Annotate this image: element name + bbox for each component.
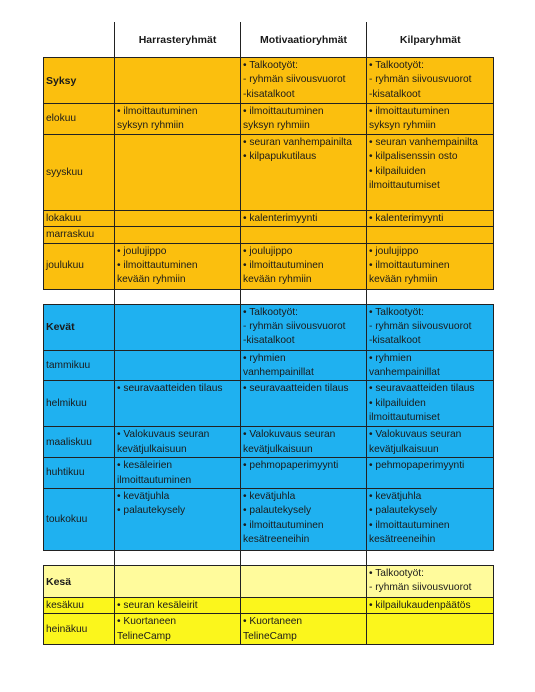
- activity-text: • kilpailuiden: [369, 165, 426, 177]
- activity-item: [369, 73, 491, 87]
- activity-text: • seuran vanhempainilta: [243, 136, 352, 148]
- month-label: maaliskuu: [44, 427, 115, 458]
- header-row: [44, 22, 494, 58]
- activity-text: • seuravaatteiden tilaus: [369, 383, 475, 395]
- activity-cell: [241, 58, 367, 104]
- activity-text: kevätjulkaisuun: [243, 443, 313, 455]
- activity-text: kevään ryhmiin: [243, 274, 312, 286]
- spacer-cell: [241, 289, 367, 304]
- activity-text: • kevätjuhla: [117, 491, 170, 503]
- activity-cell: [241, 210, 367, 226]
- activity-cell: [241, 227, 367, 243]
- spacer-row: [44, 289, 494, 304]
- activity-item: [369, 599, 491, 613]
- activity-text: • ilmoittautuminen: [117, 260, 198, 272]
- spacer-cell: [44, 551, 115, 566]
- activity-item: [243, 245, 364, 259]
- activity-item: [369, 150, 491, 164]
- month-row: [44, 243, 494, 289]
- activity-text: • Kuortaneen: [243, 616, 303, 628]
- activity-item: [369, 581, 491, 595]
- activity-text: kevään ryhmiin: [369, 274, 438, 286]
- activity-item: [369, 59, 491, 73]
- activity-cell: [115, 210, 241, 226]
- activity-cell: [115, 427, 241, 458]
- activity-text: • Talkootyöt:: [369, 568, 424, 580]
- month-row: [44, 489, 494, 551]
- spacer-cell: [44, 289, 115, 304]
- activity-text: • seuravaatteiden tilaus: [117, 383, 223, 395]
- spacer-cell: [115, 551, 241, 566]
- activity-item: [243, 259, 364, 288]
- activity-text: • kevätjuhla: [369, 491, 422, 503]
- activity-item: [243, 306, 364, 320]
- month-row: [44, 598, 494, 614]
- activity-cell: [115, 243, 241, 289]
- month-label: elokuu: [44, 104, 115, 135]
- activity-text: kevätjulkaisuun: [117, 443, 187, 455]
- activity-cell: [115, 614, 241, 645]
- activity-text: - ryhmän siivousvuorot: [243, 74, 346, 86]
- activity-text: -kisatalkoot: [243, 335, 295, 347]
- activity-cell: [241, 350, 367, 381]
- activity-cell: [241, 304, 367, 350]
- activity-item: [369, 382, 491, 396]
- activity-item: [369, 320, 491, 334]
- activity-cell: [115, 598, 241, 614]
- month-label: huhtikuu: [44, 458, 115, 489]
- activity-item: [117, 105, 238, 134]
- activity-text: • kilpapukutilaus: [243, 151, 317, 163]
- activity-item: [243, 59, 364, 73]
- activity-text: kevään ryhmiin: [117, 274, 186, 286]
- activity-item: [243, 428, 364, 457]
- activity-cell: [367, 566, 494, 598]
- season-label: Kesä: [44, 566, 115, 598]
- activity-text: • Kuortaneen: [117, 616, 177, 628]
- activity-text: syksyn ryhmiin: [369, 120, 436, 132]
- activity-item: [369, 459, 491, 473]
- month-row: [44, 566, 494, 598]
- activity-text: kevätjulkaisuun: [369, 443, 439, 455]
- activity-text: • Valokuvaus seuran: [117, 429, 210, 441]
- activity-text: • pehmopaperimyynti: [243, 460, 339, 472]
- activity-item: [369, 212, 491, 226]
- activity-cell: [241, 243, 367, 289]
- activity-cell: [367, 614, 494, 645]
- month-label: joulukuu: [44, 243, 115, 289]
- activity-text: • joulujippo: [369, 245, 419, 257]
- activity-item: [243, 615, 364, 644]
- activity-cell: [241, 598, 367, 614]
- month-row: [44, 210, 494, 226]
- activity-text: • Talkootyöt:: [243, 60, 298, 71]
- month-row: [44, 227, 494, 243]
- activity-item: [117, 245, 238, 259]
- activity-cell: [367, 104, 494, 135]
- activity-item: [243, 504, 364, 518]
- activity-cell: [115, 566, 241, 598]
- month-label: tammikuu: [44, 350, 115, 381]
- month-row: [44, 104, 494, 135]
- activity-text: • kalenterimyynti: [243, 212, 318, 224]
- month-label: marraskuu: [44, 227, 115, 243]
- month-label: kesäkuu: [44, 598, 115, 614]
- activity-cell: [241, 458, 367, 489]
- activity-cell: [115, 227, 241, 243]
- activity-text: • kevätjuhla: [243, 491, 296, 503]
- activity-text: • ilmoittautuminen: [369, 260, 450, 272]
- activity-text: • kesäleirien: [117, 460, 173, 472]
- activity-text: • kilpailuiden: [369, 397, 426, 409]
- activity-item: [369, 88, 491, 102]
- header-motivaatioryhmat: Motivaatioryhmät: [241, 22, 367, 58]
- activity-text: - ryhmän siivousvuorot: [369, 321, 472, 333]
- spacer-cell: [115, 289, 241, 304]
- season-label: Syksy: [44, 58, 115, 104]
- activity-cell: [367, 58, 494, 104]
- activity-text: • Valokuvaus seuran: [243, 429, 336, 441]
- activity-text: • ryhmien: [369, 352, 412, 364]
- activity-text: kesätreeneihin: [369, 534, 436, 546]
- activity-text: • joulujippo: [243, 245, 293, 257]
- activity-item: [369, 165, 491, 194]
- activity-cell: [115, 58, 241, 104]
- activity-text: • ilmoittautuminen: [243, 519, 324, 531]
- activity-text: • palautekysely: [243, 505, 312, 517]
- header-harrasteryhmat: Harrasteryhmät: [115, 22, 241, 58]
- activity-text: syksyn ryhmiin: [117, 120, 184, 132]
- month-label: heinäkuu: [44, 614, 115, 645]
- activity-cell: [367, 598, 494, 614]
- activity-text: TelineCamp: [243, 630, 297, 642]
- activity-item: [243, 382, 364, 396]
- activity-text: • seuran vanhempainilta: [369, 136, 478, 148]
- activity-cell: [115, 489, 241, 551]
- activity-text: • seuran kesäleirit: [117, 600, 198, 612]
- activity-item: [369, 504, 491, 518]
- month-row: [44, 614, 494, 645]
- activity-cell: [115, 104, 241, 135]
- activity-text: vanhempainillat: [243, 367, 314, 379]
- activity-item: [243, 73, 364, 87]
- activity-text: • palautekysely: [369, 505, 438, 517]
- table-body: [44, 22, 494, 645]
- activity-cell: [241, 566, 367, 598]
- spacer-cell: [367, 551, 494, 566]
- activity-cell: [241, 489, 367, 551]
- activity-text: • Talkootyöt:: [369, 60, 424, 71]
- activity-item: [369, 490, 491, 504]
- activity-text: • Valokuvaus seuran: [369, 429, 462, 441]
- activity-cell: [367, 350, 494, 381]
- spacer-row: [44, 551, 494, 566]
- activity-text: syksyn ryhmiin: [243, 120, 310, 132]
- activity-text: ilmoittautumiset: [369, 412, 440, 424]
- activity-cell: [115, 458, 241, 489]
- month-label: helmikuu: [44, 381, 115, 427]
- header-corner: [44, 22, 115, 58]
- activity-item: [369, 245, 491, 259]
- activity-cell: [367, 243, 494, 289]
- activity-text: • Talkootyöt:: [369, 306, 424, 318]
- activity-text: • kalenterimyynti: [369, 212, 444, 224]
- month-label: lokakuu: [44, 210, 115, 226]
- month-label: syyskuu: [44, 134, 115, 210]
- activity-item: [117, 504, 238, 518]
- spacer-cell: [367, 289, 494, 304]
- activity-cell: [367, 210, 494, 226]
- activity-cell: [241, 134, 367, 210]
- activity-text: • ilmoittautuminen: [117, 106, 198, 117]
- activity-cell: [367, 381, 494, 427]
- activity-item: [243, 352, 364, 381]
- month-row: [44, 134, 494, 210]
- activity-text: • Talkootyöt:: [243, 306, 298, 318]
- month-label: toukokuu: [44, 489, 115, 551]
- activity-item: [243, 136, 364, 150]
- activity-item: [243, 212, 364, 226]
- activity-calendar-sheet: [43, 22, 493, 645]
- activity-item: [117, 259, 238, 288]
- activity-cell: [241, 614, 367, 645]
- activity-item: [369, 397, 491, 426]
- month-row: [44, 381, 494, 427]
- activity-text: • joulujippo: [117, 245, 167, 257]
- activity-cell: [367, 304, 494, 350]
- activity-text: -kisatalkoot: [369, 88, 421, 100]
- activity-text: - ryhmän siivousvuorot: [369, 582, 472, 594]
- spacer-cell: [241, 551, 367, 566]
- activity-text: ilmoittautuminen: [117, 474, 192, 486]
- activity-item: [369, 428, 491, 457]
- activity-text: • palautekysely: [117, 505, 186, 517]
- activity-cell: [241, 104, 367, 135]
- activity-cell: [115, 381, 241, 427]
- activity-text: • ilmoittautuminen: [369, 519, 450, 531]
- activity-text: • pehmopaperimyynti: [369, 460, 465, 472]
- activity-item: [117, 599, 238, 613]
- activity-item: [243, 519, 364, 548]
- activity-item: [243, 334, 364, 348]
- activity-cell: [241, 427, 367, 458]
- activity-table: [43, 22, 494, 645]
- activity-item: [369, 334, 491, 348]
- activity-text: - ryhmän siivousvuorot: [243, 321, 346, 333]
- activity-item: [369, 105, 491, 134]
- header-kilparyhmat: Kilparyhmät: [367, 22, 494, 58]
- activity-text: • ilmoittautuminen: [243, 260, 324, 272]
- activity-item: [243, 150, 364, 164]
- activity-text: -kisatalkoot: [369, 335, 421, 347]
- activity-cell: [367, 134, 494, 210]
- activity-cell: [367, 427, 494, 458]
- month-row: [44, 350, 494, 381]
- month-row: [44, 427, 494, 458]
- activity-item: [117, 490, 238, 504]
- activity-text: TelineCamp: [117, 630, 171, 642]
- activity-text: - ryhmän siivousvuorot: [369, 74, 472, 86]
- activity-item: [117, 382, 238, 396]
- activity-item: [243, 88, 364, 102]
- activity-text: ilmoittautumiset: [369, 180, 440, 192]
- activity-text: • ryhmien: [243, 352, 286, 364]
- month-row: [44, 304, 494, 350]
- activity-cell: [241, 381, 367, 427]
- activity-text: • kilpailukaudenpäätös: [369, 600, 471, 612]
- activity-text: • ilmoittautuminen: [243, 106, 324, 117]
- activity-item: [243, 459, 364, 473]
- activity-cell: [367, 458, 494, 489]
- activity-text: kesätreeneihin: [243, 534, 310, 546]
- activity-item: [243, 320, 364, 334]
- activity-item: [369, 567, 491, 581]
- activity-text: vanhempainillat: [369, 367, 440, 379]
- activity-cell: [367, 227, 494, 243]
- activity-cell: [115, 350, 241, 381]
- month-row: [44, 58, 494, 104]
- activity-item: [117, 428, 238, 457]
- activity-item: [117, 459, 238, 488]
- activity-cell: [115, 304, 241, 350]
- season-label: Kevät: [44, 304, 115, 350]
- activity-item: [369, 519, 491, 548]
- activity-item: [369, 259, 491, 288]
- activity-cell: [115, 134, 241, 210]
- activity-text: • seuravaatteiden tilaus: [243, 383, 349, 395]
- activity-item: [369, 136, 491, 150]
- activity-text: • ilmoittautuminen: [369, 106, 450, 117]
- activity-text: -kisatalkoot: [243, 88, 295, 100]
- month-row: [44, 458, 494, 489]
- activity-cell: [367, 489, 494, 551]
- activity-item: [117, 615, 238, 644]
- activity-item: [243, 490, 364, 504]
- activity-item: [369, 306, 491, 320]
- activity-text: • kilpalisenssin osto: [369, 151, 458, 163]
- activity-item: [243, 105, 364, 134]
- activity-item: [369, 352, 491, 381]
